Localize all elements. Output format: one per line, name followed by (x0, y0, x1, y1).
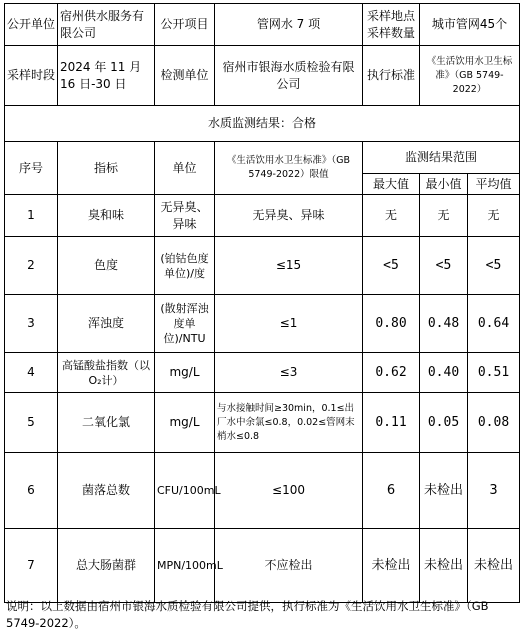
row-min: 无 (420, 195, 468, 237)
table-row (5, 393, 520, 453)
row-unit: CFU/100mL (155, 453, 215, 529)
row-limit: 与水接触时间≥30min，0.1≤出厂水中余氯≤0.8，0.02≤管网末梢水≤0.8 (215, 393, 363, 453)
row-min: 0.05 (420, 393, 468, 453)
footnote: 说明：以上数据由宿州市银海水质检验有限公司提供，执行标准为《生活饮用水卫生标准》（GB 5749-2022）。 (6, 599, 489, 630)
row-no: 5 (5, 393, 58, 453)
disclosure-unit-value: 宿州供水服务有限公司 (58, 4, 155, 46)
table-row (5, 529, 520, 603)
sample-location-label: 采样地点采样数量 (363, 4, 420, 46)
row-avg: 无 (468, 195, 520, 237)
row-no: 2 (5, 237, 58, 295)
row-min: 未检出 (420, 529, 468, 603)
row-unit: mg/L (155, 353, 215, 393)
row-min: 未检出 (420, 453, 468, 529)
row-indicator: 色度 (58, 237, 155, 295)
row-no: 4 (5, 353, 58, 393)
row-limit: 无异臭、异味 (215, 195, 363, 237)
col-range-header: 监测结果范围 (363, 142, 520, 174)
row-limit: 不应检出 (215, 529, 363, 603)
row-indicator: 高锰酸盐指数（以O₂计） (58, 353, 155, 393)
row-no: 7 (5, 529, 58, 603)
col-min-header: 最小值 (420, 174, 468, 195)
col-avg-header: 平均值 (468, 174, 520, 195)
row-min: 0.40 (420, 353, 468, 393)
result-line: 水质监测结果：合格 (5, 106, 520, 142)
row-min: 0.48 (420, 295, 468, 353)
column-header-row-1 (5, 142, 520, 174)
col-unit-header: 单位 (155, 142, 215, 195)
disclosure-item-value: 管网水 7 项 (215, 4, 363, 46)
row-max: 0.62 (363, 353, 420, 393)
col-max-header: 最大值 (363, 174, 420, 195)
row-unit: mg/L (155, 393, 215, 453)
row-avg: 0.64 (468, 295, 520, 353)
row-indicator: 臭和味 (58, 195, 155, 237)
standard-value: 《生活饮用水卫生标准》（GB 5749-2022） (420, 46, 520, 106)
table-row (5, 353, 520, 393)
water-quality-table (4, 3, 520, 603)
row-max: 无 (363, 195, 420, 237)
row-limit: ≤15 (215, 237, 363, 295)
sampling-period-value: 2024 年 11 月 16 日-30 日 (58, 46, 155, 106)
table-row (5, 237, 520, 295)
row-limit: ≤100 (215, 453, 363, 529)
col-limit-header: 《生活饮用水卫生标准》（GB 5749-2022）限值 (215, 142, 363, 195)
row-indicator: 浑浊度 (58, 295, 155, 353)
row-unit: 无异臭、异味 (155, 195, 215, 237)
table-row (5, 295, 520, 353)
row-no: 3 (5, 295, 58, 353)
header-row-1 (5, 4, 520, 46)
row-max: 0.11 (363, 393, 420, 453)
testing-unit-label: 检测单位 (155, 46, 215, 106)
row-max: <5 (363, 237, 420, 295)
disclosure-unit-label: 公开单位 (5, 4, 58, 46)
row-indicator: 二氧化氯 (58, 393, 155, 453)
row-max: 0.80 (363, 295, 420, 353)
row-limit: ≤1 (215, 295, 363, 353)
row-unit: (散射浑浊度单位)/NTU (155, 295, 215, 353)
testing-unit-value: 宿州市银海水质检验有限公司 (215, 46, 363, 106)
row-avg: 3 (468, 453, 520, 529)
row-avg: 未检出 (468, 529, 520, 603)
row-avg: 0.51 (468, 353, 520, 393)
col-indicator-header: 指标 (58, 142, 155, 195)
row-unit: MPN/100mL (155, 529, 215, 603)
row-no: 6 (5, 453, 58, 529)
row-unit: (铂钴色度单位)/度 (155, 237, 215, 295)
result-row (5, 106, 520, 142)
row-limit: ≤3 (215, 353, 363, 393)
row-avg: 0.08 (468, 393, 520, 453)
row-avg: <5 (468, 237, 520, 295)
row-no: 1 (5, 195, 58, 237)
header-row-2 (5, 46, 520, 106)
disclosure-item-label: 公开项目 (155, 4, 215, 46)
table-row (5, 195, 520, 237)
row-indicator: 总大肠菌群 (58, 529, 155, 603)
row-max: 6 (363, 453, 420, 529)
row-min: <5 (420, 237, 468, 295)
row-indicator: 菌落总数 (58, 453, 155, 529)
standard-label: 执行标准 (363, 46, 420, 106)
col-no-header: 序号 (5, 142, 58, 195)
table-row (5, 453, 520, 529)
sampling-period-label: 采样时段 (5, 46, 58, 106)
row-max: 未检出 (363, 529, 420, 603)
sample-location-value: 城市管网45个 (420, 4, 520, 46)
